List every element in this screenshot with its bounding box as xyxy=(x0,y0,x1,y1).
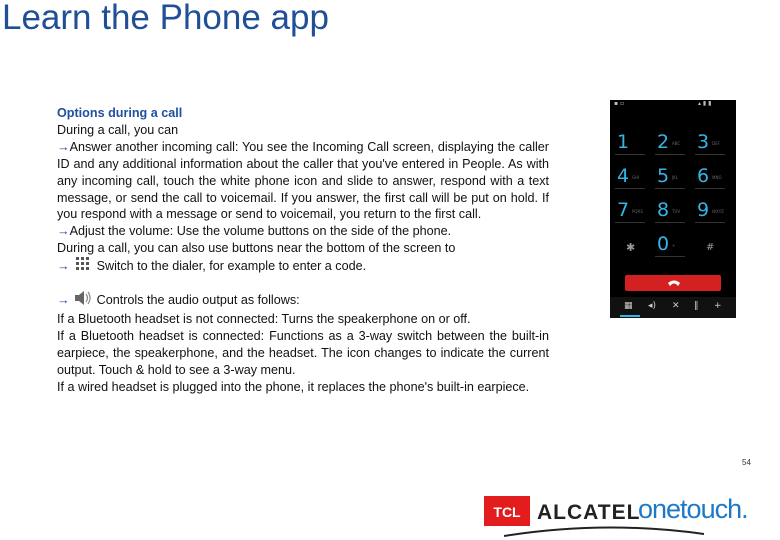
arrow-icon: → xyxy=(57,224,70,239)
dialer-text: Switch to the dialer, for example to enter a code. xyxy=(96,258,367,273)
answer-paragraph xyxy=(57,139,549,224)
arrow-icon: → xyxy=(57,258,70,273)
dial-key[interactable]: 6 MNO xyxy=(690,164,730,192)
bt-not-connected: If a Bluetooth headset is not connected: Turns the speakerphone on or off. xyxy=(57,311,471,326)
answer-text: Answer another incoming call: You see the Incoming Call screen, displaying the caller ID and any additional information about the caller that you've entered in People. As with any incoming call, touch the white phone icon and slide to answer, respond with a text message, or send the call to voicemail. If you answer, the first call will be put on hold. If you respond with a message or send to voicemail, you return to the first call. xyxy=(57,139,549,222)
page-title: Learn the Phone app xyxy=(2,0,329,37)
dial-key[interactable]: # xyxy=(706,242,715,253)
speaker-icon xyxy=(73,290,93,311)
end-call-button[interactable] xyxy=(625,275,721,291)
section-heading: Options during a call xyxy=(57,106,183,120)
hold-icon[interactable]: ‖ xyxy=(694,301,699,311)
volume-text: Adjust the volume: Use the volume buttons on the side of the phone. xyxy=(69,224,452,239)
dial-key[interactable]: 4 GHI xyxy=(610,164,650,192)
dial-key[interactable]: 7 PQRS xyxy=(610,198,650,226)
alcatel-wordmark: ALCATEL xyxy=(537,501,641,524)
add-call-icon[interactable]: + xyxy=(714,301,722,311)
phone-icon xyxy=(667,277,681,289)
swoosh-icon xyxy=(504,524,704,538)
dial-key[interactable]: 2 ABC xyxy=(650,130,690,158)
tcl-logo: TCL xyxy=(484,496,530,526)
arrow-icon: → xyxy=(57,292,70,307)
signal-icon: ▴ ▮ ▮ xyxy=(698,100,712,107)
intro-line: During a call, you can xyxy=(57,122,179,137)
speaker-text: Controls the audio output as follows: xyxy=(96,292,300,307)
volume-paragraph xyxy=(57,223,549,240)
wired-headset: If a wired headset is plugged into the phone, it replaces the phone's built-in earpiece. xyxy=(57,379,530,394)
dial-key[interactable]: 5 JKL xyxy=(650,164,690,192)
dial-key[interactable]: 1 xyxy=(610,130,650,158)
dial-key[interactable]: ✱ xyxy=(626,241,636,254)
call-controls-bar xyxy=(610,297,736,318)
bt-connected: If a Bluetooth headset is connected: Functions as a 3-way switch between the built-in earpiece, the speakerphone, and the headset. The icon changes to indicate the current output. Touch & hold to see a 3-way menu. xyxy=(57,328,549,377)
arrow-icon: → xyxy=(57,139,70,154)
speaker-line xyxy=(57,290,549,311)
brand-logo xyxy=(484,494,760,540)
speaker-icon[interactable]: ◂) xyxy=(648,301,657,311)
status-bar xyxy=(610,100,736,110)
dial-key[interactable]: 3 DEF xyxy=(690,130,730,158)
phone-screenshot xyxy=(610,100,736,318)
dialpad-icon xyxy=(73,257,93,276)
dialer-line xyxy=(57,257,549,276)
body-text xyxy=(57,105,549,396)
page-number: 54 xyxy=(742,458,751,467)
buttons-intro: During a call, you can also use buttons near the bottom of the screen to xyxy=(57,241,456,256)
dialpad-icon[interactable]: ▦ xyxy=(624,301,633,311)
mute-icon[interactable]: ✕ xyxy=(672,301,680,311)
dial-key[interactable]: 0 + xyxy=(650,232,690,260)
notification-icon: ▪ ▫ xyxy=(614,100,625,107)
onetouch-wordmark: onetouch. xyxy=(638,494,748,524)
dial-key[interactable]: 9 WXYZ xyxy=(697,199,724,221)
dial-key[interactable]: 8 TUV xyxy=(650,198,690,226)
